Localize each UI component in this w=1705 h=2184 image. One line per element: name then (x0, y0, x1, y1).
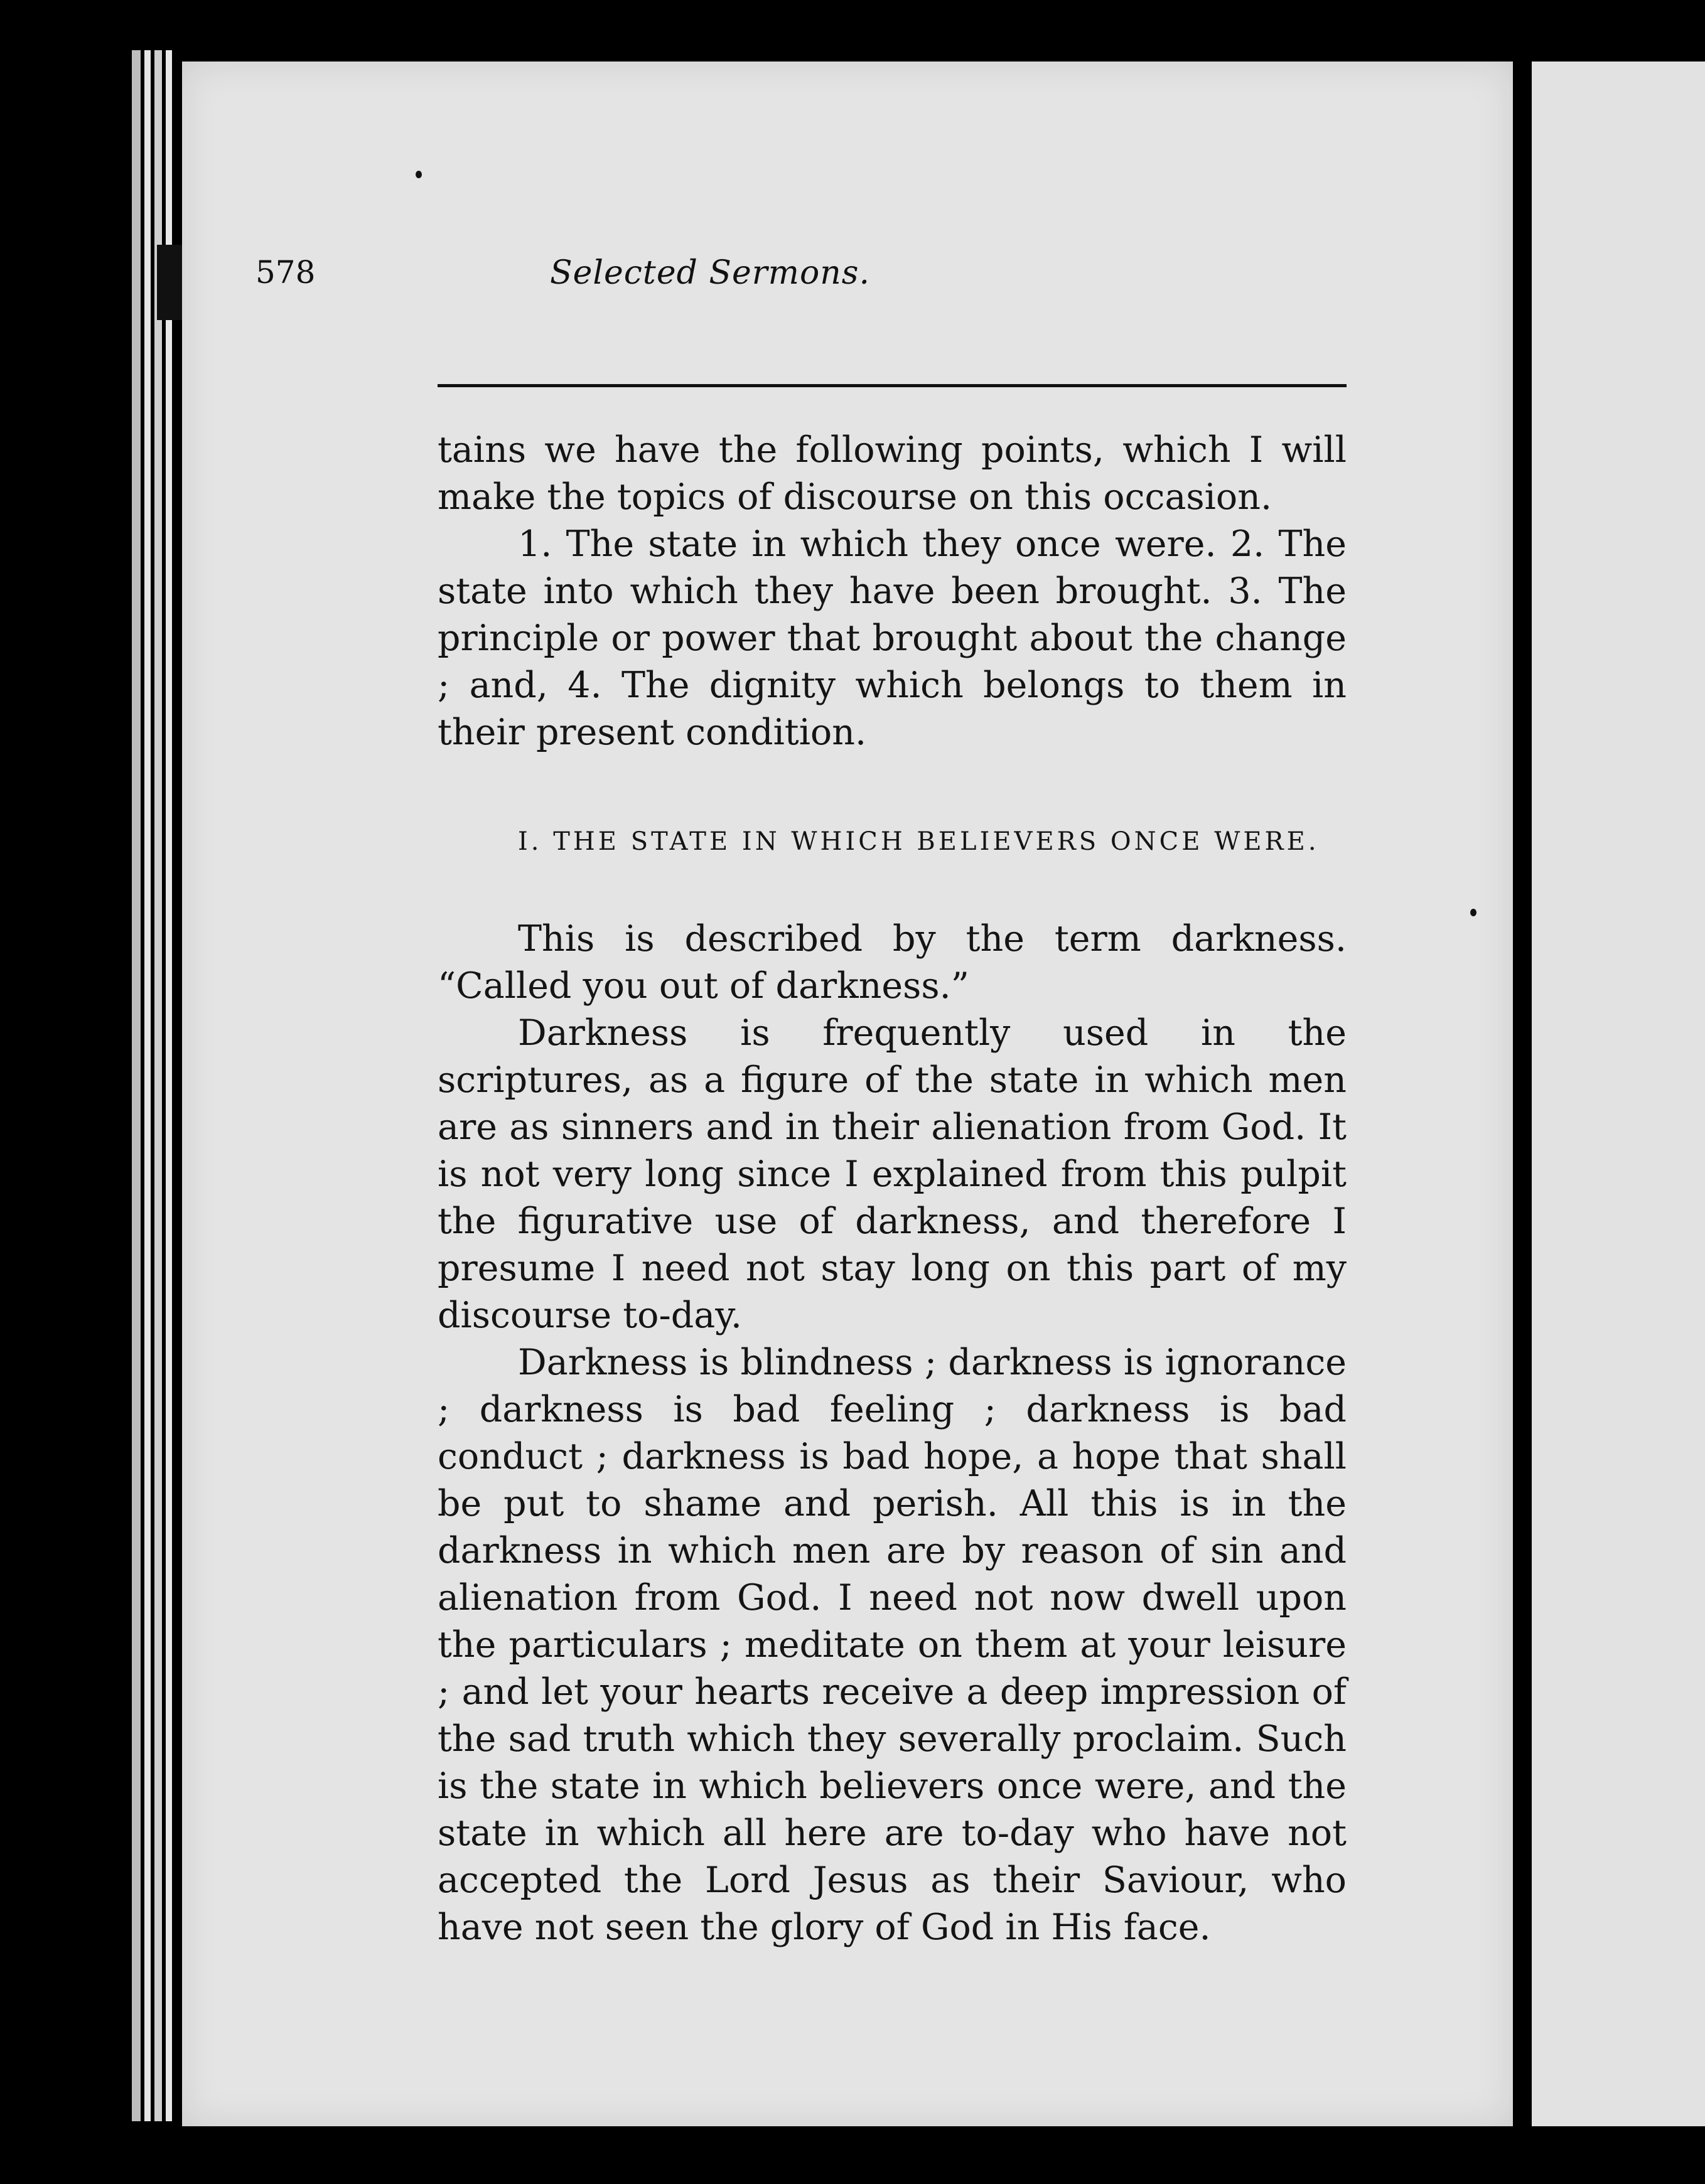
paragraph: 1. The state in which they once were. 2. The state into which they have been brought. 3. The principle or power that brought about the change ; and, 4. The dignity which belongs to them in their present condition. (438, 523, 1347, 753)
page-edge (154, 50, 162, 2121)
paragraph: Darkness is blindness ; darkness is ignorance ; darkness is bad feeling ; darkness is bad conduct ; darkness is bad hope, a hope that shall be put to shame and perish. All this is in the darkness in which men are by reason of sin and alienation from God. I need not now dwell upon the particulars ; meditate on them at your leisure ; and let your hearts receive a deep impression of the sad truth which they severally proclaim. Such is the state in which believers once were, and the state in which all here are to-day who have not accepted the Lord Jesus as their Saviour, who have not seen the glory of God in His face. (438, 1342, 1347, 1948)
ink-speck (416, 171, 422, 178)
header-rule (438, 384, 1347, 387)
body-text (438, 427, 1347, 1951)
section-heading: I. THE STATE IN WHICH BELIEVERS ONCE WERE. (518, 827, 1320, 856)
page-edge (132, 50, 141, 2121)
page-edge (144, 50, 151, 2121)
running-title: Selected Sermons. (550, 254, 870, 292)
paragraph: Darkness is frequently used in the scriptures, as a figure of the state in which men are as sinners and in their alienation from God. It is not very long since I explained from this pulpit the figurative use of darkness, and therefore I presume I need not stay long on this part of my discourse to-day. (438, 1012, 1347, 1336)
paragraph: tains we have the following points, which I will make the topics of discourse on this occasion. (438, 429, 1347, 518)
facing-page-edge (1532, 62, 1705, 2126)
paragraph: This is described by the term darkness. “Called you out of darkness.” (438, 918, 1347, 1007)
running-head (255, 254, 1164, 304)
ink-speck (1470, 909, 1476, 916)
page-number: 578 (255, 254, 316, 291)
page-edge (166, 50, 172, 2121)
